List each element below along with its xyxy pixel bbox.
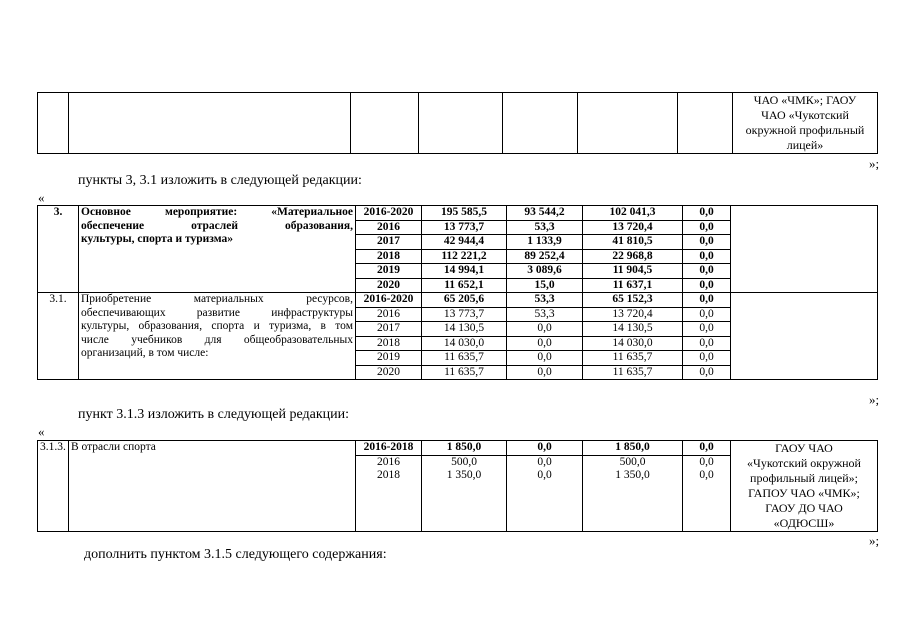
federal-cell: 3 089,6: [507, 264, 583, 279]
federal-cell: 0,0: [507, 441, 583, 456]
total-cell: 14 130,5: [422, 322, 507, 337]
other-cell: 0,0: [683, 455, 731, 469]
other-cell: 0,0: [683, 264, 731, 279]
total-cell: 14 030,0: [422, 336, 507, 351]
paragraph: дополнить пунктом 3.1.5 следующего содержания:: [84, 547, 387, 562]
federal-cell: 93 544,2: [507, 206, 583, 221]
regional-cell: 41 810,5: [583, 235, 683, 250]
regional-cell: 1 850,0: [583, 441, 683, 456]
regional-cell: 11 635,7: [583, 351, 683, 366]
other-cell: 0,0: [683, 278, 731, 293]
regional-cell: 102 041,3: [583, 206, 683, 221]
total-cell: 13 773,7: [422, 307, 507, 322]
activities-table: [37, 205, 878, 380]
executor-cell: [731, 293, 878, 380]
top-table: [37, 92, 878, 154]
activity-name: Основное мероприятие: «Материальное обеспечение отраслей образования, культуры, спорта и туризма»: [79, 206, 356, 293]
federal-cell: 53,3: [507, 293, 583, 308]
executor-cell: ЧАО «ЧМК»; ГАОУ ЧАО «Чукотский окружной профильный лицей»: [733, 93, 878, 154]
period-cell: 2019: [356, 264, 422, 279]
activity-name: Приобретение материальных ресурсов, обеспечивающих развитие инфраструктуры культуры, образования, спорта и туризма, в том числе учебников для общеобразовательных организаций, в том числе:: [79, 293, 356, 380]
regional-cell: 11 635,7: [583, 365, 683, 380]
total-cell: 13 773,7: [422, 220, 507, 235]
federal-cell: 0,0: [507, 322, 583, 337]
regional-cell: 65 152,3: [583, 293, 683, 308]
total-cell: 65 205,6: [422, 293, 507, 308]
total-cell: 1 350,0: [422, 469, 507, 532]
total-cell: 11 635,7: [422, 365, 507, 380]
regional-cell: 14 130,5: [583, 322, 683, 337]
federal-cell: 0,0: [507, 455, 583, 469]
open-quote: «: [38, 190, 45, 205]
total-cell: 1 850,0: [422, 441, 507, 456]
period-cell: 2016: [356, 220, 422, 235]
paragraph: пункт 3.1.3 изложить в следующей редакции:: [78, 407, 349, 422]
total-cell: 11 635,7: [422, 351, 507, 366]
other-cell: 0,0: [683, 469, 731, 532]
regional-cell: 13 720,4: [583, 307, 683, 322]
row-number: 3.1.3.: [38, 441, 69, 532]
federal-cell: 0,0: [507, 365, 583, 380]
federal-cell: 53,3: [507, 220, 583, 235]
period-cell: 2019: [356, 351, 422, 366]
other-cell: 0,0: [683, 206, 731, 221]
close-quote: »;: [869, 533, 880, 548]
other-cell: 0,0: [683, 249, 731, 264]
regional-cell: 14 030,0: [583, 336, 683, 351]
period-cell: 2016-2018: [356, 441, 422, 456]
sport-table: [37, 440, 878, 532]
other-cell: 0,0: [683, 220, 731, 235]
period-cell: 2018: [356, 249, 422, 264]
other-cell: 0,0: [683, 336, 731, 351]
executor-cell: ГАОУ ЧАО «Чукотский окружной профильный лицей»; ГАПОУ ЧАО «ЧМК»; ГАОУ ДО ЧАО «ОДЮСШ»: [731, 441, 878, 532]
row-number: 3.1.: [38, 293, 79, 380]
period-cell: 2016-2020: [356, 293, 422, 308]
other-cell: 0,0: [683, 351, 731, 366]
federal-cell: 15,0: [507, 278, 583, 293]
regional-cell: 11 904,5: [583, 264, 683, 279]
other-cell: 0,0: [683, 365, 731, 380]
period-cell: 2016: [356, 307, 422, 322]
regional-cell: 22 968,8: [583, 249, 683, 264]
regional-cell: 13 720,4: [583, 220, 683, 235]
total-cell: 14 994,1: [422, 264, 507, 279]
regional-cell: 11 637,1: [583, 278, 683, 293]
period-cell: 2016-2020: [356, 206, 422, 221]
total-cell: 195 585,5: [422, 206, 507, 221]
close-quote: »;: [869, 392, 880, 407]
period-cell: 2020: [356, 365, 422, 380]
federal-cell: 0,0: [507, 469, 583, 532]
period-cell: 2017: [356, 235, 422, 250]
other-cell: 0,0: [683, 322, 731, 337]
period-cell: 2017: [356, 322, 422, 337]
open-quote: «: [38, 424, 45, 439]
total-cell: 42 944,4: [422, 235, 507, 250]
period-cell: 2020: [356, 278, 422, 293]
paragraph: пункты 3, 3.1 изложить в следующей редакции:: [78, 173, 362, 188]
total-cell: 500,0: [422, 455, 507, 469]
regional-cell: 500,0: [583, 455, 683, 469]
other-cell: 0,0: [683, 307, 731, 322]
other-cell: 0,0: [683, 441, 731, 456]
federal-cell: 0,0: [507, 336, 583, 351]
period-cell: 2018: [356, 469, 422, 532]
activity-name: В отрасли спорта: [69, 441, 356, 532]
other-cell: 0,0: [683, 293, 731, 308]
regional-cell: 1 350,0: [583, 469, 683, 532]
federal-cell: 0,0: [507, 351, 583, 366]
executor-cell: [731, 206, 878, 293]
total-cell: 11 652,1: [422, 278, 507, 293]
federal-cell: 89 252,4: [507, 249, 583, 264]
period-cell: 2018: [356, 336, 422, 351]
other-cell: 0,0: [683, 235, 731, 250]
federal-cell: 1 133,9: [507, 235, 583, 250]
federal-cell: 53,3: [507, 307, 583, 322]
period-cell: 2016: [356, 455, 422, 469]
total-cell: 112 221,2: [422, 249, 507, 264]
close-quote: »;: [869, 156, 880, 171]
row-number: 3.: [38, 206, 79, 293]
